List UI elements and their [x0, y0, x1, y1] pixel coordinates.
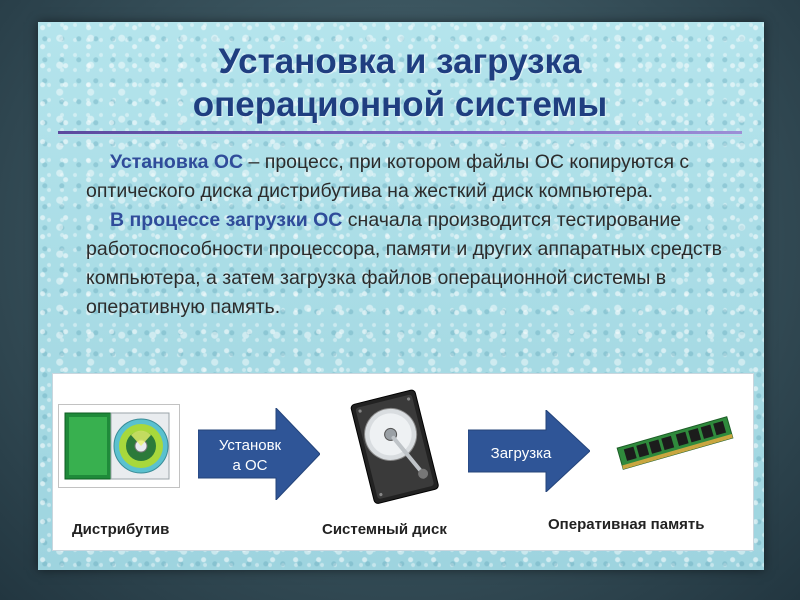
paragraph-installation-text: – процесс, при котором файлы ОС копируются с оптического диска дистрибутива на жесткий диск компьютера. — [86, 151, 690, 202]
cd-box-image — [58, 404, 180, 488]
caption-distribution: Дистрибутив — [72, 521, 170, 538]
term-boot: В процессе загрузки ОС — [110, 209, 343, 231]
arrow-install-line-1: Установк — [218, 437, 282, 454]
title-line-1: Установка и загрузка — [218, 42, 582, 81]
arrow-install-label — [204, 436, 296, 476]
paragraph-boot-text: сначала производится тестирование работоспособности процессора, памяти и других аппаратных средств компьютера, а затем загрузка файлов операционной системы в оперативную память. — [86, 209, 722, 318]
term-installation: Установка ОС — [110, 151, 244, 173]
title-underline-shadow — [58, 136, 742, 137]
slide-title — [0, 40, 800, 126]
slide-body — [86, 148, 746, 322]
ram-module-icon — [612, 410, 738, 476]
title-line-2: операционной системы — [192, 85, 608, 124]
arrow-load-label: Загрузка — [490, 445, 552, 462]
caption-system-disk: Системный диск — [322, 521, 447, 538]
paragraph-boot — [86, 206, 746, 322]
arrow-install-line-2: а ОС — [232, 457, 268, 474]
hard-drive-icon — [344, 388, 444, 508]
title-underline — [58, 131, 742, 134]
cd-disc-icon — [59, 405, 179, 487]
paragraph-installation — [86, 148, 746, 206]
caption-ram: Оперативная память — [548, 516, 705, 533]
